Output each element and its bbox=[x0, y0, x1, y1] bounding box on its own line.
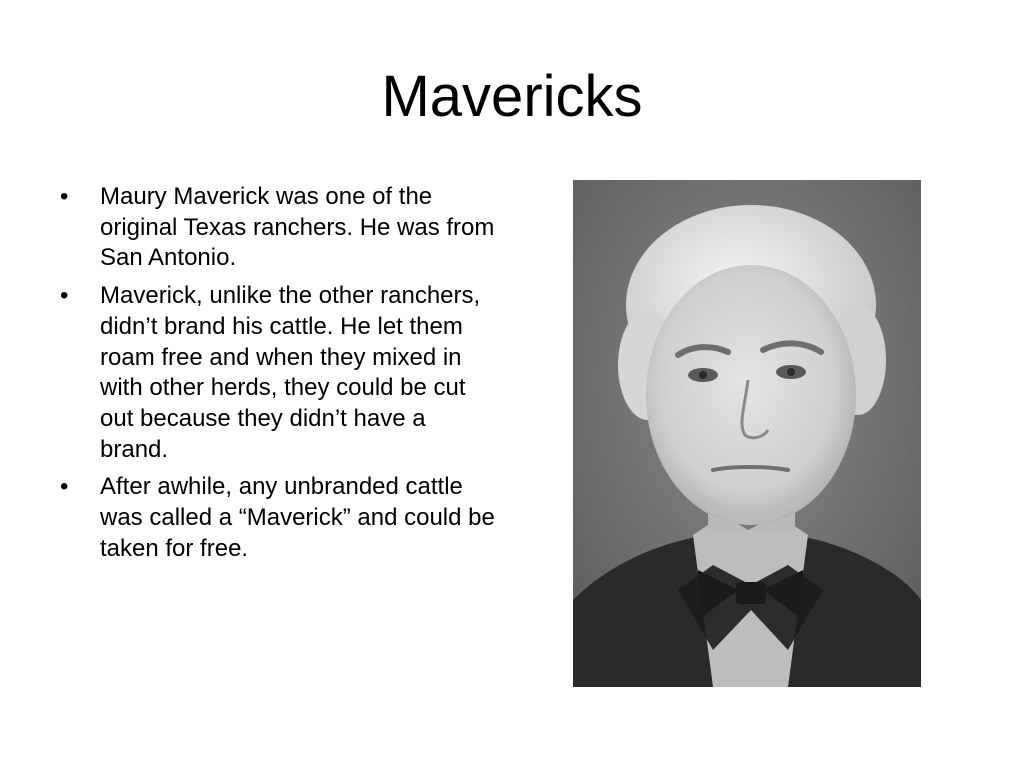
bullet-item bbox=[60, 182, 500, 274]
bullet-item bbox=[60, 281, 500, 465]
face-shape bbox=[646, 265, 856, 525]
bullet-dot-icon: • bbox=[60, 183, 69, 210]
bullet-list bbox=[60, 182, 500, 571]
bullet-text: Maverick, unlike the other ranchers, didn’t brand his cattle. He let them roam free and when they mixed in with other herds, they could be cut out because they didn’t have a brand. bbox=[100, 282, 481, 463]
bullet-dot-icon: • bbox=[60, 282, 69, 310]
bullet-item bbox=[60, 472, 500, 564]
bullet-dot-icon: • bbox=[60, 473, 69, 501]
bullet-text: Maury Maverick was one of the original Texas ranchers. He was from San Antonio. bbox=[100, 183, 495, 272]
slide-title: Mavericks bbox=[381, 64, 643, 129]
bullet-text: After awhile, any unbranded cattle was called a “Maverick” and could be taken for free. bbox=[100, 473, 495, 562]
portrait-photo bbox=[573, 180, 921, 687]
